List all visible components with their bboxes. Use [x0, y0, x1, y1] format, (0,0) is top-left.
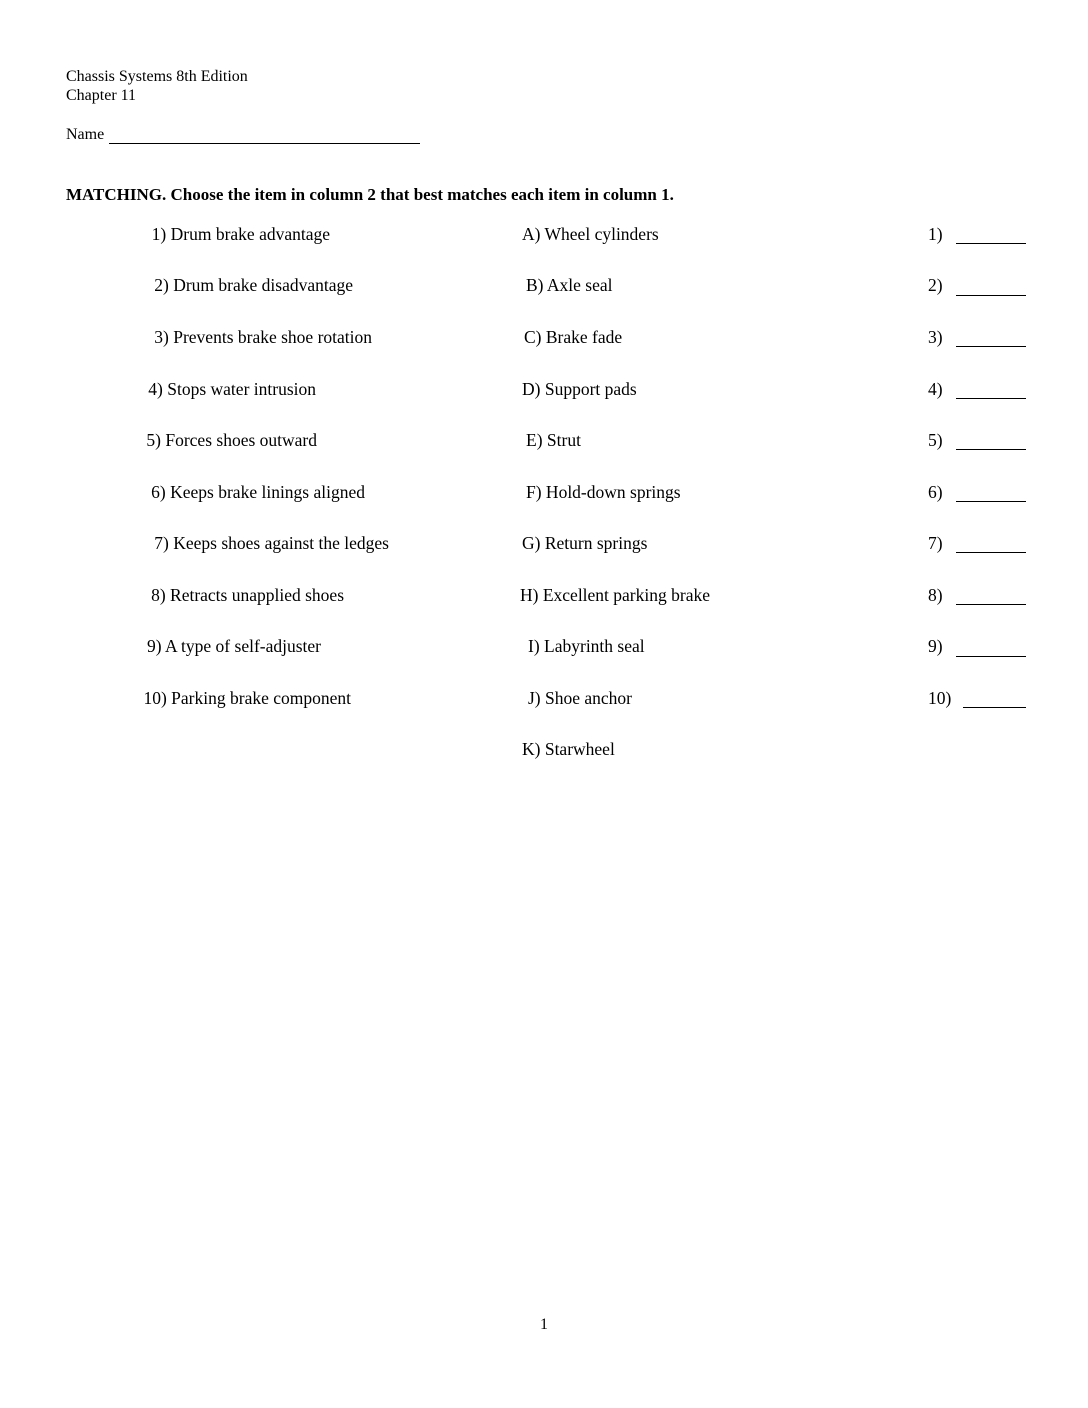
column1-item: 8) Retracts unapplied shoes	[151, 585, 344, 605]
column2-item: D) Support pads	[522, 379, 637, 399]
column2-item: A) Wheel cylinders	[522, 224, 659, 244]
answer-blank[interactable]	[956, 501, 1026, 502]
column2-item: K) Starwheel	[522, 739, 615, 759]
column2-item: B) Axle seal	[526, 275, 613, 295]
answer-label: 1)	[928, 224, 943, 244]
answer-blank[interactable]	[956, 656, 1026, 657]
answer-label: 10)	[928, 688, 952, 708]
answer-blank[interactable]	[956, 243, 1026, 244]
column1-item: 4) Stops water intrusion	[148, 379, 316, 399]
name-field-line[interactable]	[109, 143, 420, 144]
answer-label: 7)	[928, 533, 943, 553]
column2-item: I) Labyrinth seal	[528, 636, 645, 656]
answer-label: 9)	[928, 636, 943, 656]
column1-item: 6) Keeps brake linings aligned	[151, 482, 365, 502]
answer-label: 6)	[928, 482, 943, 502]
column1-item: 2) Drum brake disadvantage	[154, 275, 353, 295]
name-label: Name	[66, 126, 105, 143]
column2-item: C) Brake fade	[524, 327, 623, 347]
chapter-title: Chapter 11	[66, 87, 137, 104]
answer-blank[interactable]	[956, 449, 1026, 450]
column1-item: 3) Prevents brake shoe rotation	[154, 327, 372, 347]
column1-item: 10) Parking brake component	[143, 688, 351, 708]
column1-item: 1) Drum brake advantage	[151, 224, 330, 244]
answer-label: 2)	[928, 275, 943, 295]
column2-item: E) Strut	[526, 430, 581, 450]
page-number: 1	[540, 1316, 548, 1333]
column1-item: 7) Keeps shoes against the ledges	[154, 533, 389, 553]
column2-item: G) Return springs	[522, 533, 648, 553]
answer-label: 3)	[928, 327, 943, 347]
course-title: Chassis Systems 8th Edition	[66, 68, 248, 85]
answer-blank[interactable]	[956, 398, 1026, 399]
column2-item: J) Shoe anchor	[528, 688, 633, 708]
column2-item: F) Hold-down springs	[526, 482, 681, 502]
answer-blank[interactable]	[963, 707, 1026, 708]
instructions: MATCHING. Choose the item in column 2 that best matches each item in column 1.	[66, 185, 674, 204]
answer-blank[interactable]	[956, 346, 1026, 347]
answer-label: 5)	[928, 430, 943, 450]
answer-blank[interactable]	[956, 295, 1026, 296]
column1-item: 5) Forces shoes outward	[146, 430, 317, 450]
answer-blank[interactable]	[956, 552, 1026, 553]
column1-item: 9) A type of self-adjuster	[147, 636, 321, 656]
answer-label: 8)	[928, 585, 943, 605]
answer-blank[interactable]	[956, 604, 1026, 605]
column2-item: H) Excellent parking brake	[520, 585, 710, 605]
answer-label: 4)	[928, 379, 943, 399]
